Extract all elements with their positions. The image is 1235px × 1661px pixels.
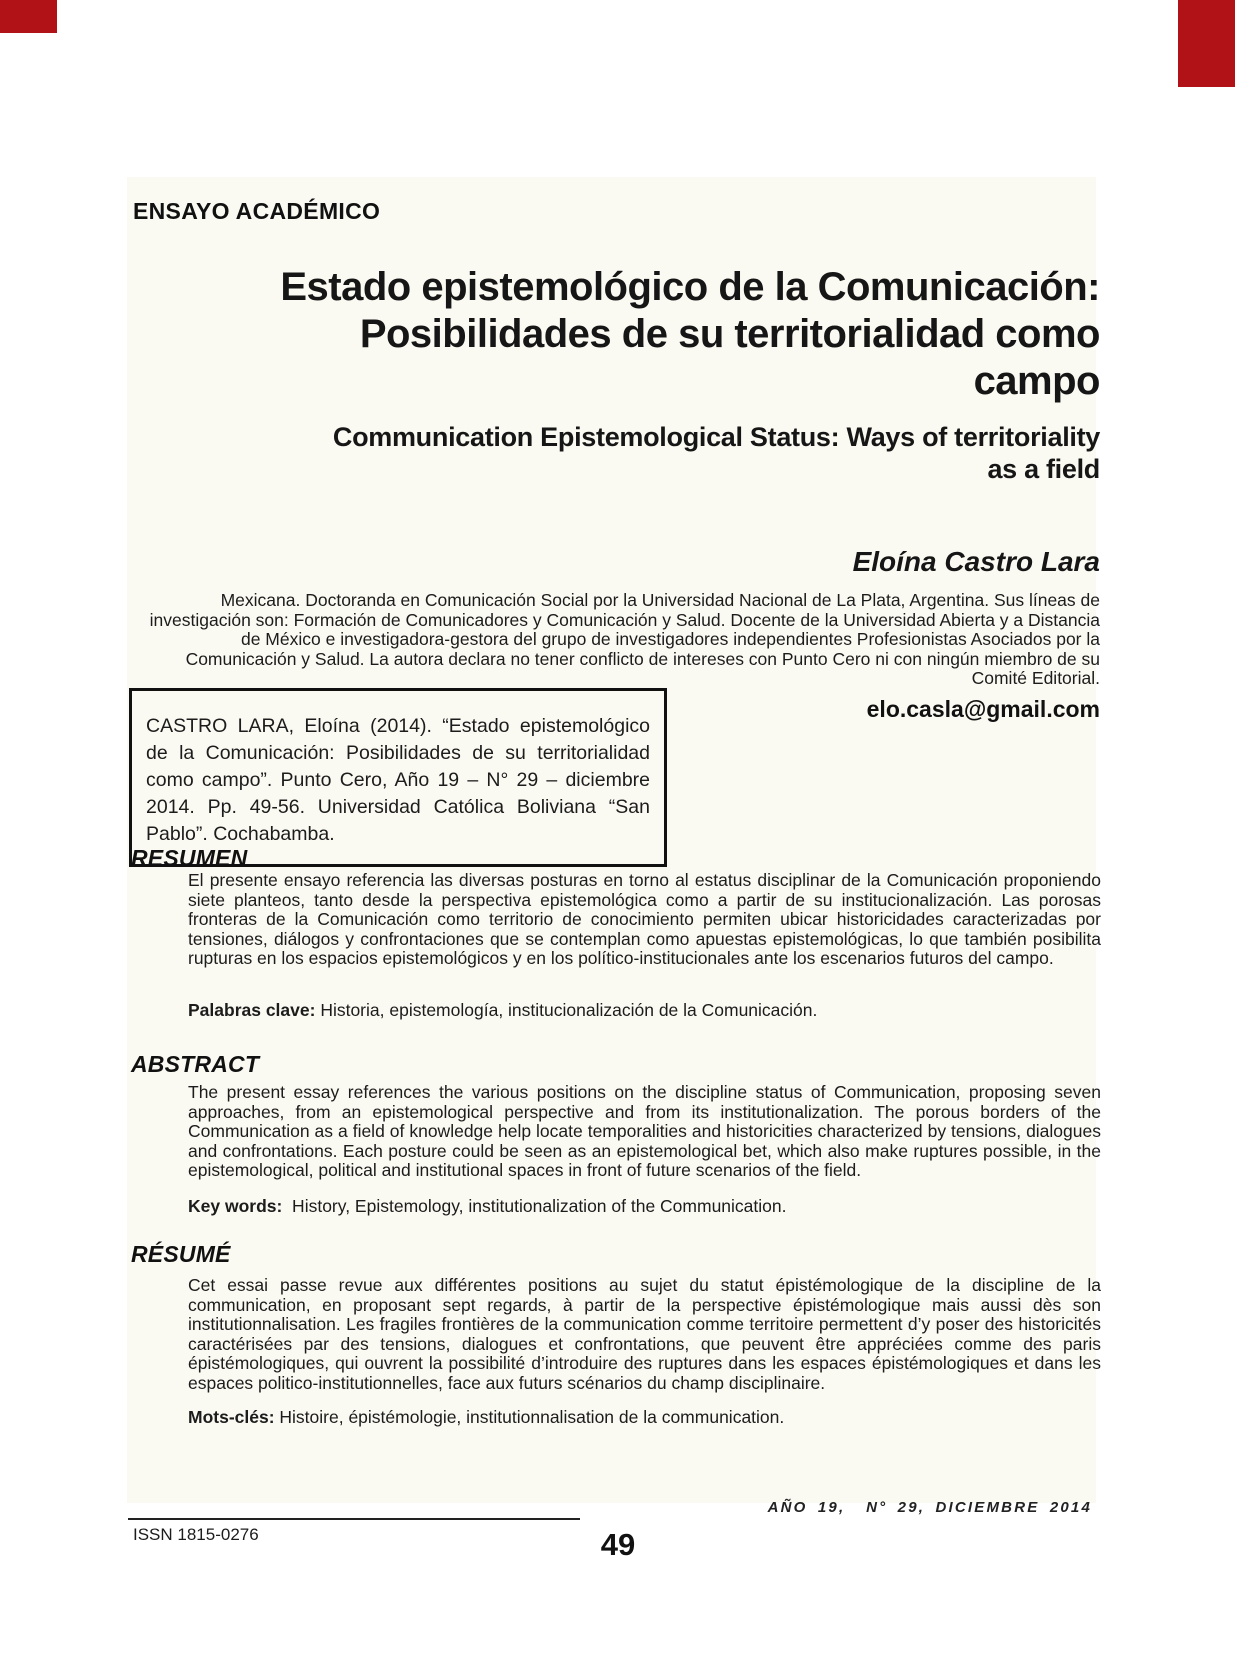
footer-issue-info: AÑO 19, N° 29, DICIEMBRE 2014 (767, 1499, 1092, 1516)
author-name: Eloína Castro Lara (852, 546, 1100, 577)
section-kicker: ENSAYO ACADÉMICO (133, 198, 381, 224)
paragraph-resume-fr: Cet essai passe revue aux différentes positions au sujet du statut épistémologique de la discipline de la communication, en proposant sept regards, à partir de la perspective épistémologique mais aussi dès son institutionnalisation. Les fragiles frontières de la communication comme territoire permettent d’y poser des historicités caractérisées par des tensions, dialogues et confrontations, que peuvent être appréciées comme des paris épistémologiques, qui ouvrent la possibilité d’introduire des ruptures dans les espaces épistémologiques et dans les espaces politico-institutionnelles, face aux futurs scénarios du champ disciplinaire. (188, 1275, 1101, 1393)
footer-divider-line (128, 1518, 580, 1520)
heading-resumen: RESUMEN (131, 845, 248, 871)
keywords-label-fr: Mots-clés: (188, 1407, 275, 1427)
article-title-en (130, 421, 1100, 485)
article-title-en-line-2: as a field (987, 454, 1100, 484)
keywords-value-fr: Histoire, épistémologie, institutionnalisation de la communication. (274, 1407, 785, 1427)
heading-resume-fr: RÉSUMÉ (131, 1241, 231, 1267)
keywords-label-en: Key words: (188, 1196, 283, 1216)
article-title-line-3: campo (973, 359, 1100, 403)
citation-text: CASTRO LARA, Eloína (2014). “Estado epistemológico de la Comunicación: Posibilidades de su territorialidad como campo”. Punto Cero, Año 19 – N° 29 – diciembre 2014. Pp. 49-56. Universidad Católica Boliviana “San Pablo”. Cochabamba. (146, 715, 650, 845)
keywords-value-es: Historia, epistemología, institucionalización de la Comunicación. (315, 1000, 818, 1020)
keywords-label-es: Palabras clave: (188, 1000, 316, 1020)
keywords-line-en (188, 1196, 1101, 1216)
paragraph-resumen: El presente ensayo referencia las diversas posturas en torno al estatus disciplinar de la Comunicación proponiendo siete planteos, tanto desde la perspectiva epistemológica como a partir de su institucionalización. Las porosas fronteras de la Comunicación como territorio de conocimiento permiten ubicar historicidades caracterizadas por tensiones, diálogos y confrontaciones que se contemplan como apuestas epistemológicas, lo que también posibilita rupturas en los espacios epistemológicos y en los político-institucionales ante los escenarios futuros del campo. (188, 870, 1101, 968)
red-corner-mark-top-left (0, 0, 57, 33)
heading-abstract: ABSTRACT (131, 1051, 260, 1077)
article-title-line-1: Estado epistemológico de la Comunicación: (280, 265, 1100, 309)
footer-page-number: 49 (600, 1527, 636, 1562)
keywords-line-fr (188, 1407, 1101, 1427)
author-email: elo.casla@gmail.com (866, 696, 1100, 722)
keywords-line-es (188, 1000, 1101, 1020)
footer-issn: ISSN 1815-0276 (133, 1525, 259, 1544)
article-title-es (130, 264, 1100, 405)
red-corner-mark-top-right (1178, 0, 1235, 87)
author-bio: Mexicana. Doctoranda en Comunicación Social por la Universidad Nacional de La Plata, Argentina. Sus líneas de investigación son: Formación de Comunicadores y Comunicación y Salud. Docente de la Universidad Abierta y a Distancia de México e investigadora-gestora del grupo de investigadores independientes Profesionistas Asociados por la Comunicación y Salud. La autora declara no tener conflicto de intereses con Punto Cero ni con ningún miembro de su Comité Editorial. (149, 590, 1100, 688)
article-title-line-2: Posibilidades de su territorialidad como (359, 312, 1100, 356)
paragraph-abstract: The present essay references the various positions on the discipline status of Communication, proposing seven approaches, from an epistemological perspective and from its institutionalization. The porous borders of the Communication as a field of knowledge help locate temporalities and historicities characterized by tensions, dialogues and confrontations. Each posture could be seen as an epistemological bet, which also make ruptures possible, in the epistemological, political and institutional spaces in front of future scenarios of the field. (188, 1082, 1101, 1180)
keywords-value-en: History, Epistemology, institutionalization of the Communication. (282, 1196, 787, 1216)
article-title-en-line-1: Communication Epistemological Status: Ways of territoriality (332, 422, 1100, 452)
